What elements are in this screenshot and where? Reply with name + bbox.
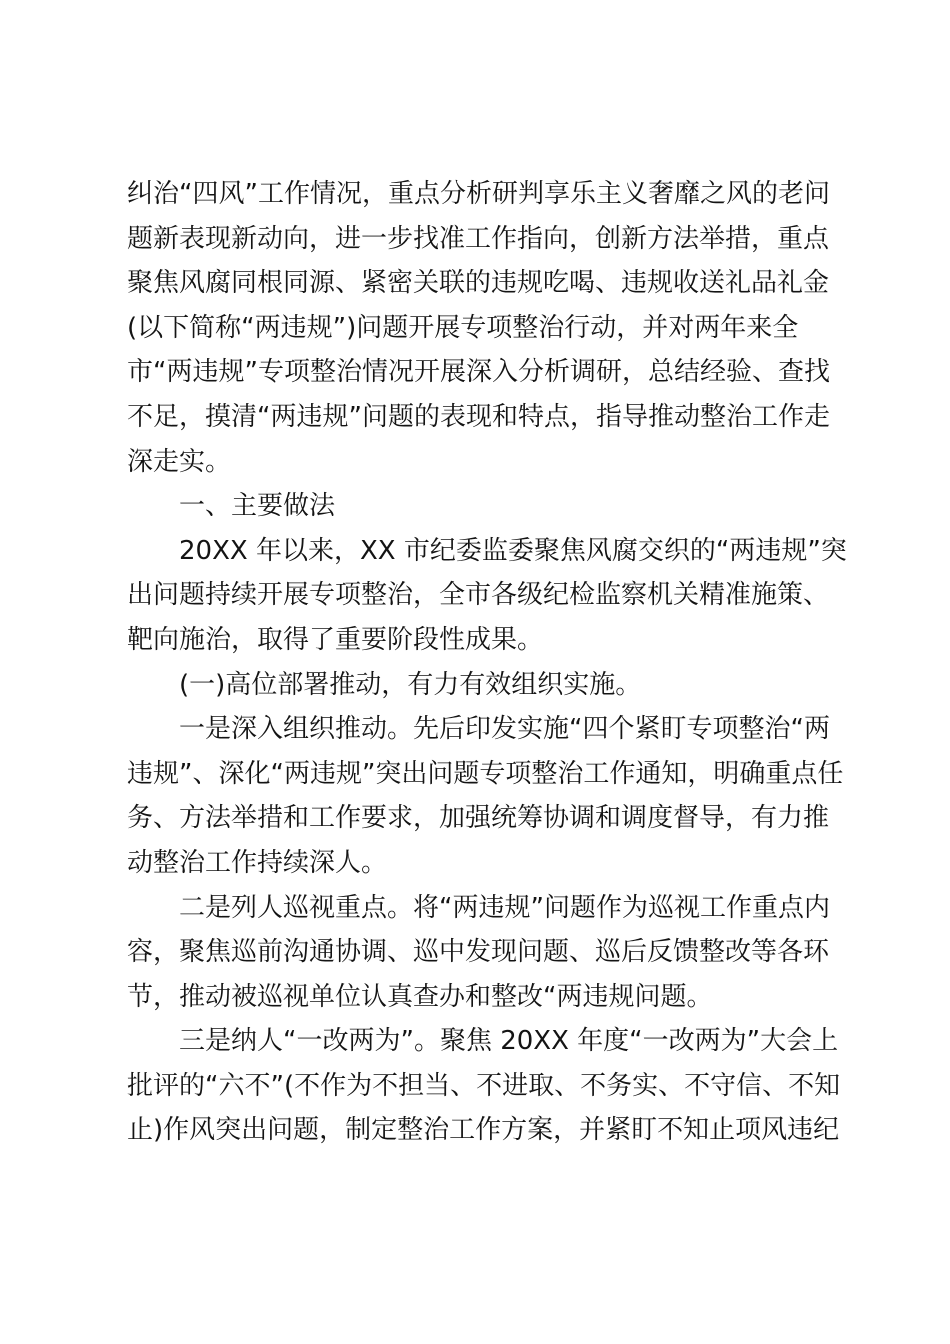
paragraph-first-line: 二是列人巡视重点。将“两违规”问题作为巡视工作重点内 bbox=[179, 892, 830, 923]
text-line: 深走实。 bbox=[127, 446, 232, 477]
text-line: 动整治工作持续深人。 bbox=[127, 847, 388, 878]
text-line: 节，推动被巡视单位认真查办和整改“两违规问题。 bbox=[127, 981, 713, 1012]
document-body bbox=[127, 172, 847, 1153]
text-line: 聚焦风腐同根同源、紧密关联的违规吃喝、违规收送礼品礼金 bbox=[127, 268, 830, 299]
paragraph-first-line: 一是深入组织推动。先后印发实施“四个紧盯专项整治“两 bbox=[179, 714, 830, 745]
text-line: 不足，摸清“两违规”问题的表现和特点，指导推动整治工作走 bbox=[127, 401, 830, 432]
text-line: (以下简称“两违规”)问题开展专项整治行动，并对两年来全 bbox=[127, 312, 799, 343]
text-line: 市“两违规”专项整治情况开展深入分析调研，总结经验、查找 bbox=[127, 357, 830, 388]
text-line: 出问题持续开展专项整治，全市各级纪检监察机关精准施策、 bbox=[127, 580, 830, 611]
paragraph-first-line: 三是纳人“一改两为”。聚焦 20XX 年度“一改两为”大会上 bbox=[179, 1026, 839, 1057]
subsection-heading: (一)高位部署推动，有力有效组织实施。 bbox=[179, 669, 642, 700]
text-line: 纠治“四风”工作情况，重点分析研判享乐主义奢靡之风的老问 bbox=[127, 179, 830, 209]
text-line: 批评的“六不”(不作为不担当、不进取、不务实、不守信、不知 bbox=[127, 1070, 841, 1101]
text-line: 靶向施治，取得了重要阶段性成果。 bbox=[127, 624, 544, 655]
section-heading: 一、主要做法 bbox=[179, 491, 336, 522]
text-line: 止)作风突出问题，制定整治工作方案，并紧盯不知止项风违纪 bbox=[127, 1115, 840, 1146]
paragraph-first-line: 20XX 年以来，XX 市纪委监委聚焦风腐交织的“两违规”突 bbox=[179, 535, 847, 566]
text-line: 容，聚焦巡前沟通协调、巡中发现问题、巡后反馈整改等各环 bbox=[127, 937, 830, 968]
text-line: 题新表现新动向，进一步找准工作指向，创新方法举措，重点 bbox=[127, 223, 830, 254]
text-line: 务、方法举措和工作要求，加强统筹协调和调度督导，有力推 bbox=[127, 803, 830, 834]
text-line: 违规”、深化“两违规”突出问题专项整治工作通知，明确重点任 bbox=[127, 758, 844, 789]
